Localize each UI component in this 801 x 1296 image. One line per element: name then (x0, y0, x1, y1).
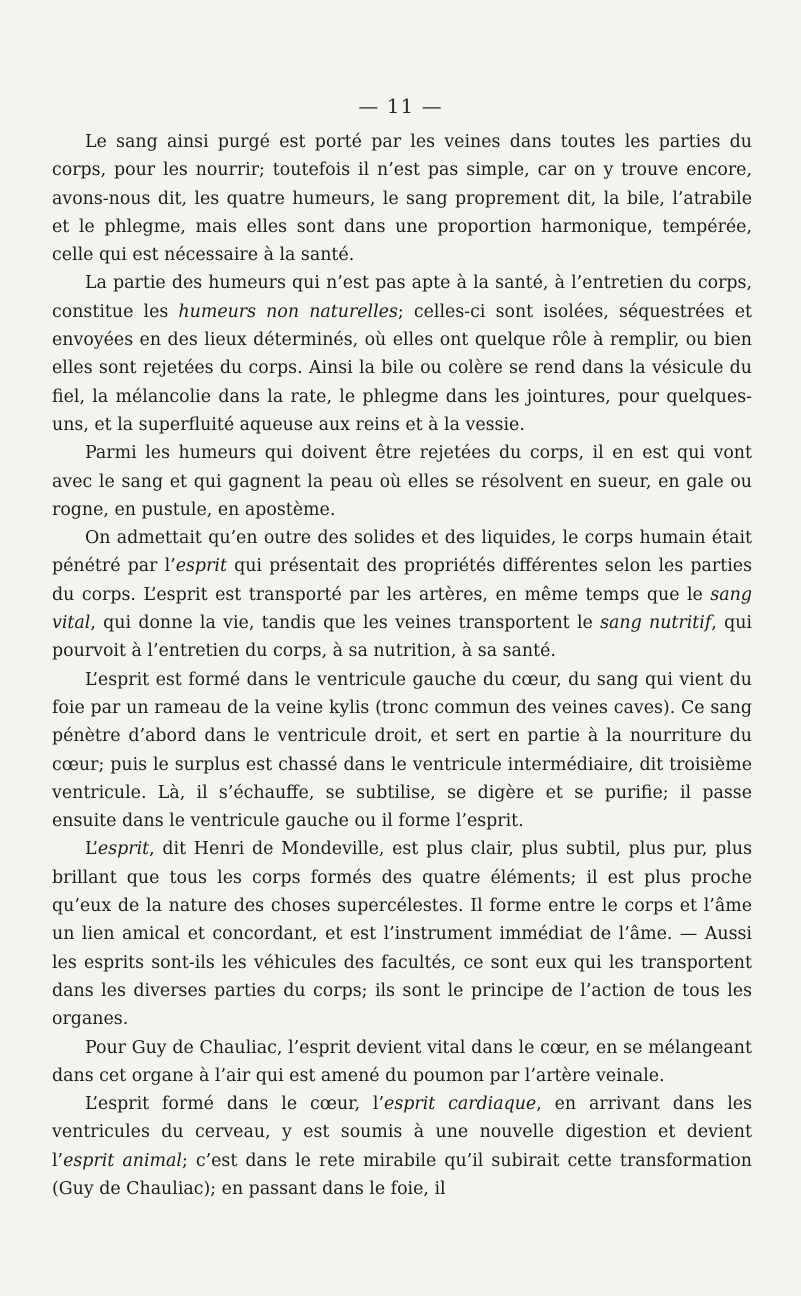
text-segment: L’esprit formé dans le cœur, l’ (85, 1094, 385, 1115)
text-segment: L’esprit est formé dans le ventricule gauche du cœur, du sang qui vient du foie par un rameau de la veine kylis (tronc commun des veines caves). Ce sang pénètre d’abord dans le ventricule droit, et sert en partie à la nourriture du cœur; puis le surplus est chassé dans le ventricule intermédiaire, dit troisième ventricule. Là, il s’échauffe, se subtilise, se digère et se purifie; il passe ensuite dans le ventricule gauche ou il forme l’esprit. (52, 669, 752, 832)
text-segment: , qui donne la vie, tandis que les veines transportent le (90, 613, 601, 634)
text-segment: Parmi les humeurs qui doivent être rejetées du corps, il en est qui vont avec le sang et qui gagnent la peau où elles se résolvent en sueur, en gale ou rogne, en pustule, en apostème. (52, 443, 752, 520)
text-segment: , dit Henri de Mondeville, est plus clair, plus subtil, plus pur, plus brillant que tous les corps formés des quatre éléments; il est plus proche qu’eux de la nature des choses supercélestes. Il forme entre le corps et l’âme un lien amical et concordant, et est l’instrument immédiat de l’âme. — Aussi les esprits sont-ils les véhicules des facultés, ce sont eux qui les transportent dans les diverses parties du corps; ils sont le principe de l’action de tous les organes. (52, 839, 752, 1030)
text-segment: ; c’est dans le rete mirabile qu’il subirait cette transformation (Guy de Chauliac); en passant dans le foie, il (52, 1150, 752, 1199)
italic-text: esprit cardiaque (384, 1094, 537, 1115)
paragraph (52, 128, 752, 269)
text-segment: , qui pourvoit à l’entretien du corps, à sa nutrition, à sa santé. (52, 613, 752, 662)
paragraph (52, 269, 752, 439)
text-segment: Le sang ainsi purgé est porté par les veines dans toutes les parties du corps, pour les nourrir; toutefois il n’est pas simple, car on y trouve encore, avons-nous dit, les quatre humeurs, le sang proprement dit, la bile, l’atrabile et le phlegme, mais elles sont dans une proportion harmonique, tempérée, celle qui est nécessaire à la santé. (52, 132, 752, 266)
italic-text: esprit (97, 839, 150, 860)
italic-text: sang vital (52, 584, 752, 634)
text-segment: qui présentait des propriétés différentes selon les parties du corps. L’esprit est transporté par les artères, en même temps que le (52, 556, 752, 605)
page-number-header: — 11 — (358, 94, 443, 118)
text-segment: , en arrivant dans les ventricules du cerveau, y est soumis à une nouvelle digestion et devient l’ (52, 1094, 752, 1171)
paragraph (52, 439, 752, 524)
paragraph (52, 835, 752, 1033)
text-segment: On admettait qu’en outre des solides et des liquides, le corps humain était pénétré par l’ (52, 528, 752, 577)
text-segment: La partie des humeurs qui n’est pas apte à la santé, à l’entretien du corps, constitue les (52, 273, 752, 322)
italic-text: humeurs non naturelles (178, 301, 398, 322)
paragraph (52, 666, 752, 836)
body-text (52, 128, 752, 1203)
italic-text: esprit animal (63, 1150, 182, 1171)
italic-text: sang nutritif (600, 613, 712, 634)
text-segment: ; celles-ci sont isolées, séquestrées et envoyées en des lieux déterminés, où elles ont quelque rôle à remplir, ou bien elles sont rejetées du corps. Ainsi la bile ou colère se rend dans la vésicule du fiel, la mélancolie dans la rate, le phlegme dans les jointures, pour quelques-uns, et la superfluité aqueuse aux reins et à la vessie. (52, 301, 752, 435)
italic-text: esprit (175, 556, 227, 577)
text-segment: L’ (85, 839, 98, 860)
paragraph (52, 1034, 752, 1091)
text-segment: Pour Guy de Chauliac, l’esprit devient vital dans le cœur, en se mélangeant dans cet organe à l’air qui est amené du poumon par l’artère veinale. (52, 1037, 752, 1086)
paragraph (52, 524, 752, 665)
paragraph (52, 1090, 752, 1203)
